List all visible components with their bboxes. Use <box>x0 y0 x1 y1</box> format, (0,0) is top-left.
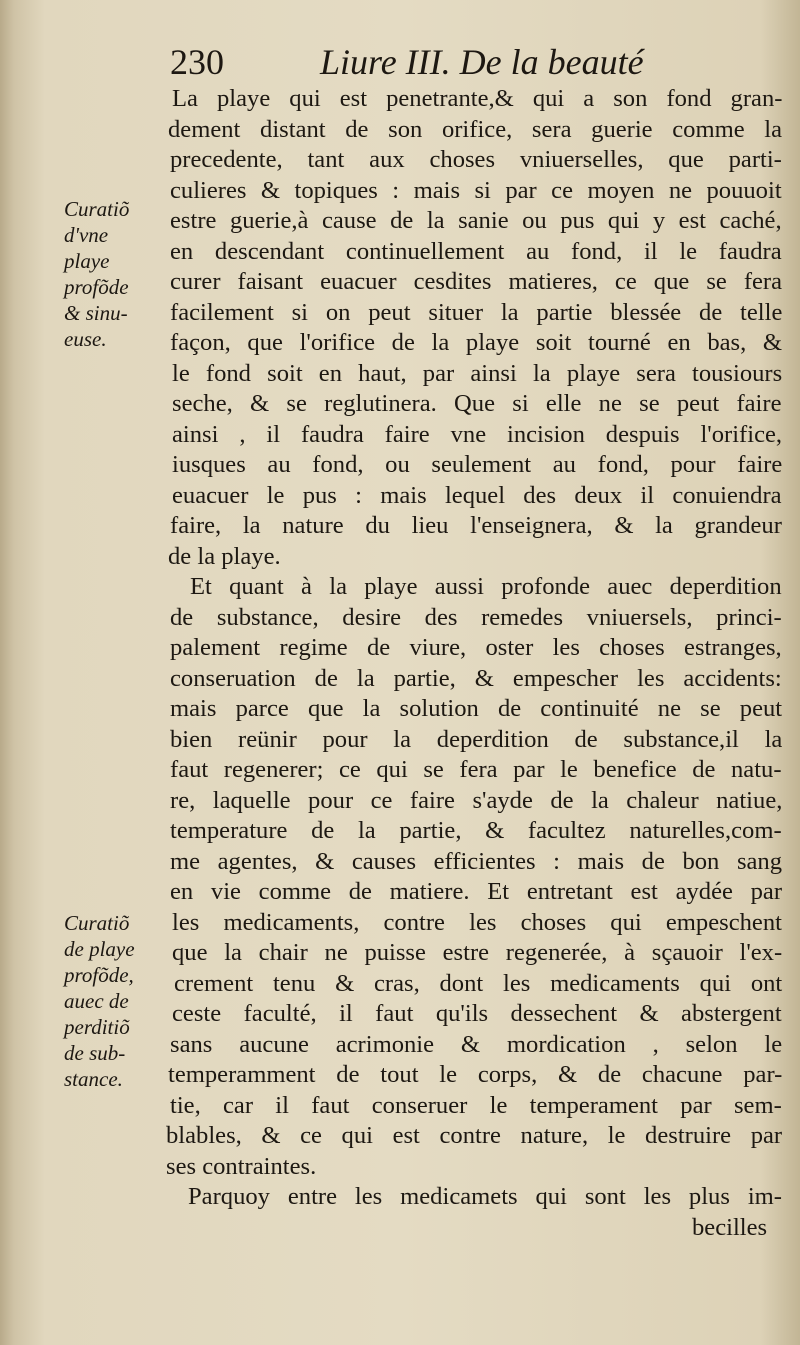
margin-note-line: profõde <box>64 275 129 299</box>
text-line: faire, la nature du lieu l'enseignera, & la grandeur <box>170 512 782 539</box>
text-line: ceste faculté, il faut qu'ils dessechent & abstergent <box>172 1000 782 1027</box>
text-line: La playe qui est penetrante,& qui a son fond gran- <box>172 85 783 112</box>
text-line: euacuer le pus : mais lequel des deux il conuiendra <box>172 481 782 509</box>
text-line: conseruation de la partie, & empescher les accidents: <box>170 664 782 692</box>
margin-note-line: Curatiõ <box>64 911 130 935</box>
running-title: Liure III. De la beauté <box>320 42 644 82</box>
text-line: curer faisant euacuer cesdites matieres, ce que se fera <box>170 268 783 295</box>
margin-note-line: playe <box>64 249 110 273</box>
margin-note-line: perditiõ <box>64 1015 130 1039</box>
text-line: tie, car il faut conseruer le temperament par sem- <box>170 1091 782 1119</box>
text-line: seche, & se reglutinera. Que si elle ne se peut faire <box>172 390 782 417</box>
text-line: les medicaments, contre les choses qui empeschent <box>172 908 782 936</box>
text-line: bien reünir pour la deperdition de substance,il la <box>170 725 783 753</box>
text-line: precedente, tant aux choses vniuerselles, que parti- <box>170 146 782 173</box>
text-line: re, laquelle pour ce faire s'ayde de la chaleur natiue, <box>170 786 783 814</box>
text-line: ainsi , il faudra faire vne incision despuis l'orifice, <box>172 420 783 448</box>
margin-note-line: d'vne <box>64 223 109 247</box>
text-line: crement tenu & cras, dont les medicaments qui ont <box>174 969 783 997</box>
text-line: estre guerie,à cause de la sanie ou pus qui y est caché, <box>170 207 782 234</box>
margin-note-line: euse. <box>64 327 107 351</box>
text-line: que la chair ne puisse estre regenerée, à sçauoir l'ex- <box>172 939 783 966</box>
text-line: me agentes, & causes efficientes : mais de bon sang <box>170 847 783 875</box>
text-line: dement distant de son orifice, sera guerie comme la <box>168 115 783 143</box>
text-line: faut regenerer; ce qui se fera par le benefice de natu- <box>170 756 782 783</box>
margin-note-line: Curatiõ <box>64 197 130 221</box>
text-line: culieres & topiques : mais si par ce moyen ne pouuoit <box>170 176 782 204</box>
text-line: sans aucune acrimonie & mordication , selon le <box>170 1030 783 1058</box>
text-line: en vie comme de matiere. Et entretant est aydée par <box>170 878 783 905</box>
margin-note-line: de sub- <box>64 1041 126 1065</box>
text-line: becilles <box>692 1213 768 1241</box>
text-line: de substance, desire des remedes vniuersels, princi- <box>170 603 782 631</box>
margin-note-line: auec de <box>64 989 129 1013</box>
text-line: iusques au fond, ou seulement au fond, pour faire <box>172 451 783 478</box>
body-text <box>162 84 784 1243</box>
text-line: ses contraintes. <box>166 1152 317 1180</box>
text-line: temperamment de tout le corps, & de chacune par- <box>168 1061 783 1088</box>
text-line: mais parce que la solution de continuité ne se peut <box>170 695 783 722</box>
text-line: Parquoy entre les medicamets qui sont les plus im- <box>188 1183 782 1210</box>
page-header <box>170 38 690 86</box>
margin-note-line: & sinu- <box>64 301 128 325</box>
text-line: façon, que l'orifice de la playe soit tourné en bas, & <box>170 329 783 356</box>
margin-note-line: profõde, <box>64 963 134 987</box>
margin-note-1 <box>64 196 164 352</box>
text-line: facilement si on peut situer la partie blessée de telle <box>170 298 783 326</box>
text-line: palement regime de viure, oster les choses estranges, <box>170 634 782 661</box>
text-line: blables, & ce qui est contre nature, le destruire par <box>166 1122 783 1149</box>
page-number: 230 <box>170 42 224 82</box>
margin-note-2 <box>64 910 164 1092</box>
text-line: Et quant à la playe aussi profonde auec deperdition <box>190 573 782 600</box>
text-line: en descendant continuellement au fond, il le faudra <box>170 237 782 265</box>
text-line: de la playe. <box>168 542 281 570</box>
margin-note-line: stance. <box>64 1067 123 1091</box>
text-line: le fond soit en haut, par ainsi la playe sera tousiours <box>172 359 783 387</box>
margin-note-line: de playe <box>64 937 135 961</box>
text-line: temperature de la partie, & facultez naturelles,com- <box>170 817 782 844</box>
